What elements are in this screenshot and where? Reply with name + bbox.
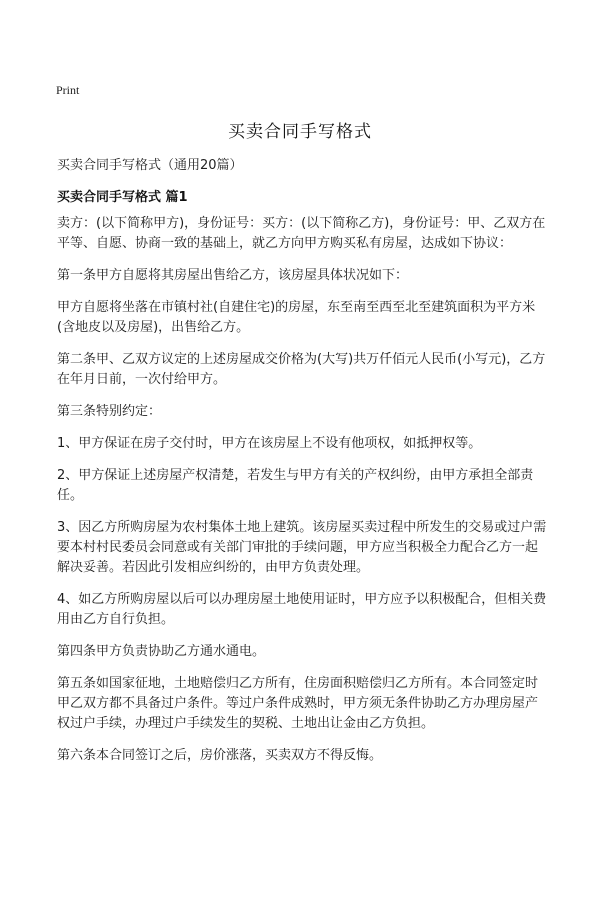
paragraph-article-1: 第一条甲方自愿将其房屋出售给乙方，该房屋具体状况如下：	[57, 268, 409, 283]
paragraph-article-6: 第六条本合同签订之后，房价涨落，买卖双方不得反悔。	[57, 748, 383, 763]
paragraph-article-5: 第五条如国家征地，土地赔偿归乙方所有，住房面积赔偿归乙方所有。本合同签定时甲乙双方都不具备过户条件。等过户条件成熟时，甲方须无条件协助乙方办理房屋产权过户手续，办理过户手续发生的契税、土地出让金由乙方负担。	[57, 676, 539, 731]
document-body	[57, 214, 547, 778]
paragraph-clause-1: 1、甲方保证在房子交付时，甲方在该房屋上不设有他项权，如抵押权等。	[57, 436, 482, 451]
paragraph-property-location: 甲方自愿将坐落在市镇村社(自建住宅)的房屋，东至南至西至北至建筑面积为平方米(含地皮以及房屋)，出售给乙方。	[57, 300, 536, 335]
paragraph-clause-3: 3、因乙方所购房屋为农村集体土地上建筑。该房屋买卖过程中所发生的交易或过户需要本村村民委员会同意或有关部门审批的手续问题，甲方应当积极全力配合乙方一起解决妥善。若因此引发相应纠纷的，由甲方负责处理。	[57, 520, 547, 575]
paragraph-parties: 卖方：(以下简称甲方)，身份证号：买方：(以下简称乙方)，身份证号：甲、乙双方在平等、自愿、协商一致的基础上，就乙方向甲方购买私有房屋，达成如下协议：	[57, 216, 546, 251]
paragraph-clause-2: 2、甲方保证上述房屋产权清楚，若发生与甲方有关的产权纠纷，由甲方承担全部责任。	[57, 468, 534, 503]
document-title: 买卖合同手写格式	[228, 122, 372, 142]
paragraph-clause-4: 4、如乙方所购房屋以后可以办理房屋土地使用证时，甲方应予以积极配合，但相关费用由乙方自行负担。	[57, 592, 547, 627]
document-subtitle: 买卖合同手写格式（通用20篇）	[57, 158, 243, 173]
section-heading: 买卖合同手写格式 篇1	[57, 190, 188, 205]
paragraph-article-3: 第三条特别约定：	[57, 404, 162, 419]
paragraph-article-4: 第四条甲方负责协助乙方通水通电。	[57, 644, 266, 659]
print-label[interactable]: Print	[56, 83, 80, 97]
paragraph-article-2: 第二条甲、乙双方议定的上述房屋成交价格为(大写)共万仟佰元人民币(小写元)，乙方在年月日前，一次付给甲方。	[57, 352, 546, 387]
